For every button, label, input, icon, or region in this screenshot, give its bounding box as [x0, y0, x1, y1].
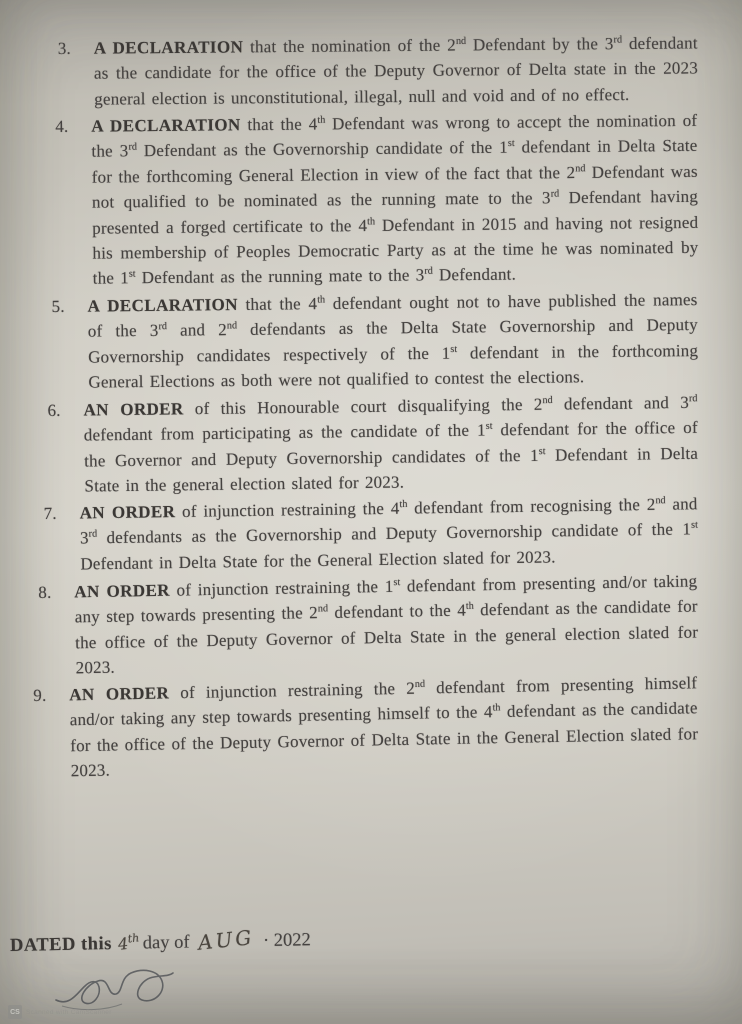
item-number: 5.: [51, 296, 65, 317]
item-number: 9.: [33, 685, 47, 706]
item-lead: A DECLARATION: [91, 115, 241, 136]
order-item: [33, 670, 699, 784]
handwritten-day: 4th: [117, 931, 141, 954]
item-text: [94, 30, 699, 111]
order-item: [55, 108, 699, 292]
dated-year: 2022: [273, 930, 312, 951]
item-body: of injunction restraining the 1st defendant from presenting and/or taking any step towards presenting the 2nd defendant to the 4th defendant as the candidate for the office of the Deputy Governor of Delta State in the general election slated for 2023.: [74, 571, 699, 678]
dated-middle: day of: [142, 932, 190, 954]
dated-dot: ·: [262, 931, 270, 952]
camscanner-watermark: [8, 1005, 112, 1019]
item-lead: A DECLARATION: [93, 37, 244, 58]
order-item: [38, 568, 699, 681]
camscanner-watermark-text: Scanned with CamScanner: [26, 1008, 112, 1016]
handwritten-month: AUG: [196, 924, 256, 955]
item-text: [74, 568, 699, 680]
order-item: [51, 287, 698, 396]
item-body: that the nomination of the 2nd Defendant by the 3rd defendant as the candidate for the office of the Deputy Governor of Delta state in the 2023 general election is unconstitutional, illegal, null and void and of no effect.: [93, 33, 699, 109]
item-body: of injunction restraining the 2nd defendant from presenting himself and/or taking any step towards presenting himself to the 4th defendant as the candidate for the office of the Deputy Governor of Delta State in the General Election slated for 2023.: [69, 673, 699, 781]
item-body: that the 4th Defendant was wrong to accept the nomination of the 3rd Defendant as the Governorship candidate of the 1st defendant in Delta State for the forthcoming General Election in view of the fact that the 2nd Defendant was not qualified to be nominated as the running mate to the 3rd Defendant having presented a forged certificate to the 4th Defendant in 2015 and having not resigned his membership of Peoples Democratic Party as at the time he was nominated by the 1st Defendant as the running mate to the 3rd Defendant.: [91, 111, 699, 289]
item-body: of injunction restraining the 4th defendant from recognising the 2nd and 3rd defendants as the Governorship and Deputy Governorship candidate of the 1st Defendant in Delta State for the General Election slated for 2023.: [79, 494, 698, 574]
item-text: [69, 670, 699, 784]
item-lead: AN ORDER: [83, 398, 184, 420]
item-number: 7.: [43, 504, 57, 524]
item-number: 8.: [38, 582, 52, 602]
item-number: 6.: [47, 400, 61, 420]
item-text: [91, 108, 699, 292]
item-lead: AN ORDER: [79, 502, 176, 523]
dated-line: [10, 926, 311, 957]
order-item: [43, 492, 698, 578]
item-body: that the 4th defendant ought not to have published the names of the 3rd and 2nd defendants as the Delta State Governorship and Deputy Governorship candidates respectively of the 1st defendant in the forthcoming General Elections as both were not qualified to contest the elections.: [87, 290, 699, 392]
order-item: [58, 30, 699, 112]
item-number: 4.: [55, 117, 69, 137]
item-lead: AN ORDER: [69, 683, 170, 705]
item-body: of this Honourable court disqualifying the 2nd defendant and 3rd defendant from participating as the candidate of the 1st defendant for the office of the Governor and Deputy Governorship candidates of the 1st Defendant in Delta State in the general election slated for 2023.: [83, 392, 699, 496]
item-number: 3.: [57, 38, 72, 59]
item-lead: AN ORDER: [74, 580, 171, 601]
dated-prefix: DATED this: [9, 934, 113, 956]
camscanner-badge-icon: CS: [8, 1005, 22, 1019]
item-text: [87, 287, 698, 395]
item-text: [79, 492, 698, 577]
item-text: [83, 390, 698, 499]
item-lead: A DECLARATION: [87, 295, 238, 316]
order-item: [47, 390, 698, 500]
